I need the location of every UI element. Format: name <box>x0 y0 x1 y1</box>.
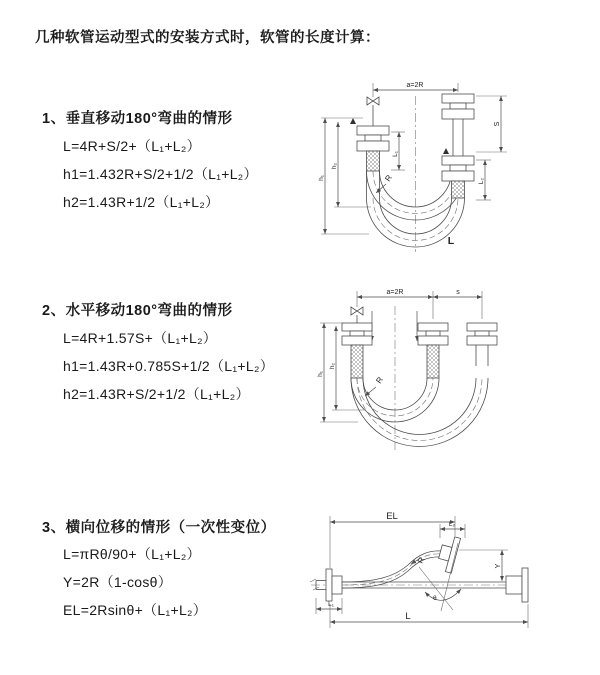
dim-label-h1: h₁ <box>318 175 325 181</box>
dimension-s <box>476 96 507 152</box>
dimension-a-2r <box>357 289 482 319</box>
dim-label-h2: h₂ <box>329 362 336 370</box>
diagram-horizontal-u-bend <box>312 286 590 458</box>
hose-position-moved <box>351 378 488 447</box>
dim-label-l2: L₂ <box>478 177 485 185</box>
braided-hose-section <box>367 151 380 171</box>
middle-hose-fitting <box>418 323 448 378</box>
left-hose-fitting <box>350 118 389 171</box>
section-2-formula-L: L=4R+1.57S+（L₁+L₂） <box>63 330 218 346</box>
braided-hose-section <box>351 345 363 378</box>
dimension-el <box>330 511 455 568</box>
section-1-formula-L: L=4R+S/2+（L₁+L₂） <box>63 138 201 154</box>
right-hose-fitting <box>467 323 497 366</box>
section-1-formula-h1: h1=1.432R+S/2+1/2（L₁+L₂） <box>63 166 258 182</box>
dimension-l1 <box>316 598 342 614</box>
dim-label-y: Y <box>495 563 502 569</box>
section-3-heading: 3、横向位移的情形（一次性变位） <box>42 520 276 536</box>
dim-label-l2: L₂ <box>448 521 456 528</box>
dimension-a-2r <box>373 82 458 92</box>
position-arrow-icon <box>443 148 449 154</box>
hose-displaced-position <box>342 551 442 588</box>
dim-label-r: R <box>415 555 427 565</box>
page-title: 几种软管运动型式的安装方式时，软管的长度计算： <box>35 30 380 46</box>
dim-label-length: L <box>447 235 455 247</box>
dimension-y <box>459 550 508 581</box>
dim-label-l1: L₁ <box>392 151 399 157</box>
dimension-l <box>330 604 528 628</box>
section-2-heading: 2、水平移动180°弯曲的情形 <box>42 303 233 319</box>
section-1-formula-h2: h2=1.43R+1/2（L₁+L₂） <box>63 194 220 210</box>
dim-label-s: s <box>456 289 460 296</box>
dim-label-length: L <box>405 611 411 622</box>
valve-icon <box>367 83 379 126</box>
dimension-l1 <box>391 132 405 170</box>
angle-label-theta: θ <box>433 595 437 602</box>
dimension-l2 <box>476 160 491 200</box>
radius-callout <box>365 375 385 396</box>
diagram-lateral-displacement <box>306 510 596 650</box>
dim-label-h1: h₁ <box>317 371 324 377</box>
dim-label-r: R <box>374 375 385 386</box>
dim-label-a2r: a=2R <box>406 82 424 89</box>
section-3-formula-Y: Y=2R（1-cosθ） <box>63 574 173 590</box>
dimension-s <box>433 289 482 297</box>
braided-hose-section <box>452 181 465 198</box>
position-arrow-icon <box>350 118 356 124</box>
dimension-l2 <box>440 521 465 538</box>
valve-icon <box>351 291 363 323</box>
section-2-formula-h2: h2=1.43R+S/2+1/2（L₁+L₂） <box>63 386 250 402</box>
dim-label-s: S <box>494 121 501 127</box>
section-3-formula-L: L=πRθ/90+（L₁+L₂） <box>63 546 201 562</box>
section-2-formula-h1: h1=1.43R+0.785S+1/2（L₁+L₂） <box>63 358 274 374</box>
right-hose-fitting <box>442 94 474 198</box>
section-3-formula-EL: EL=2Rsinθ+（L₁+L₂） <box>63 602 208 618</box>
dim-label-el: EL <box>386 511 398 522</box>
dim-label-a2r: a=2R <box>386 289 404 296</box>
diagram-vertical-u-bend <box>313 76 583 258</box>
braided-hose-section <box>427 345 439 378</box>
dim-label-l1: L₁ <box>328 601 334 608</box>
section-1-heading: 1、垂直移动180°弯曲的情形 <box>42 111 233 127</box>
upper-right-flange <box>436 534 461 573</box>
left-hose-fitting <box>342 323 372 378</box>
lower-right-flange <box>506 568 528 602</box>
dim-label-h2: h₂ <box>331 162 338 170</box>
dim-label-r: R <box>383 173 394 184</box>
